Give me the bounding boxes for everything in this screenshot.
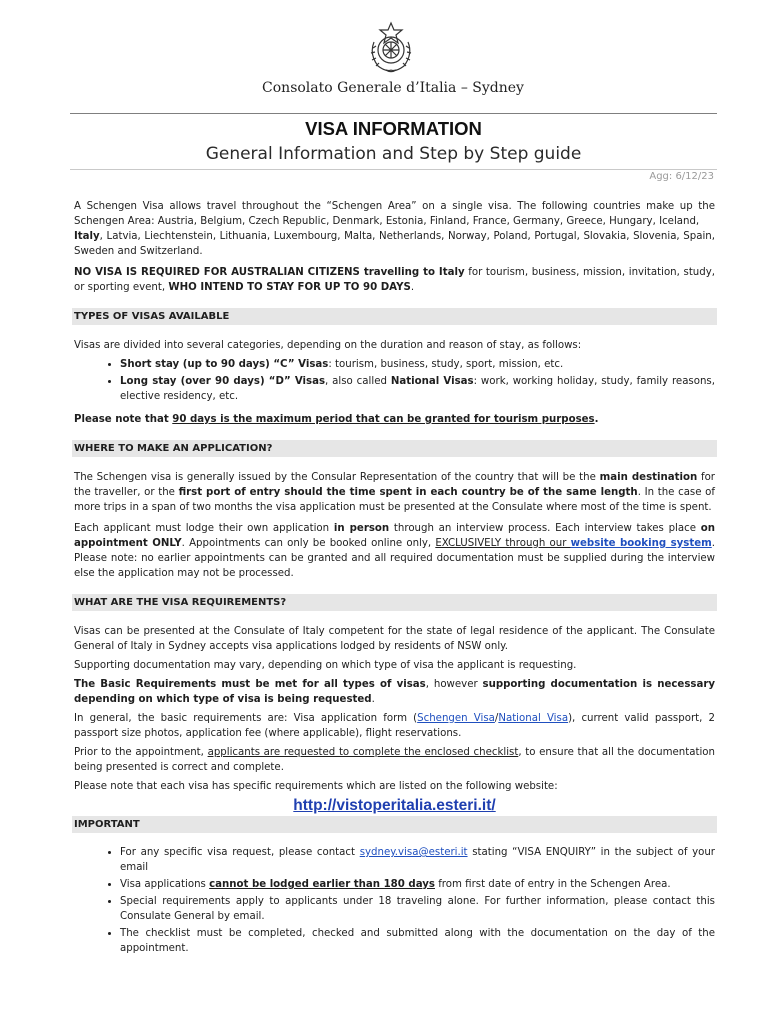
note-end: . bbox=[594, 414, 599, 425]
req-paragraph-5 bbox=[74, 745, 715, 775]
short-stay-text: : tourism, business, study, sport, mission, etc. bbox=[328, 359, 564, 370]
where-text: The Schengen visa is generally issued by the Consular Representation of the country that will be the bbox=[74, 472, 600, 483]
imp-text: stating “VISA ENQUIRY” in the subject of your email bbox=[120, 847, 715, 873]
req-text: , to ensure that all the documentation being presented is correct and complete. bbox=[74, 747, 715, 773]
italian-emblem-icon bbox=[366, 20, 416, 74]
tourism-note bbox=[74, 412, 715, 427]
req-text: / bbox=[494, 713, 499, 724]
intro-italy: Italy bbox=[74, 231, 100, 242]
title-box bbox=[70, 113, 717, 170]
req-paragraph-3 bbox=[74, 677, 715, 707]
where-text: . Appointments can only be booked online only, bbox=[181, 538, 436, 549]
long-stay-mid: , also called bbox=[325, 376, 391, 387]
req-text: In general, the basic requirements are: Visa application form ( bbox=[74, 713, 418, 724]
types-list bbox=[74, 357, 715, 404]
checklist-text: applicants are requested to complete the enclosed checklist bbox=[207, 747, 519, 758]
update-date: Agg: 6/12/23 bbox=[649, 171, 714, 182]
list-item: • Special requirements apply to applicants under 18 traveling alone. For further information, please contact this Consulate General by email. bbox=[120, 894, 715, 924]
page-subtitle: General Information and Step by Step guide bbox=[205, 144, 582, 164]
req-text: . bbox=[371, 694, 375, 705]
list-item bbox=[120, 845, 715, 875]
imp-text: For any specific visa request, please contact bbox=[120, 847, 360, 858]
in-person: in person bbox=[333, 523, 390, 534]
req-text: ), current valid passport, 2 passport size photos, application fee (where applicable), flight reservations. bbox=[74, 713, 716, 739]
note-bold: Please note that bbox=[74, 414, 173, 425]
first-port-entry: first port of entry should the time spent in each country be of the same length bbox=[178, 487, 638, 498]
imp-180-days: cannot be lodged earlier than 180 days bbox=[209, 879, 435, 890]
list-item bbox=[120, 877, 715, 892]
imp-text: from first date of entry in the Schengen Area. bbox=[434, 879, 671, 890]
no-visa-bold: NO VISA IS REQUIRED FOR AUSTRALIAN CITIZENS travelling to Italy bbox=[74, 267, 465, 278]
no-visa-end: . bbox=[410, 282, 415, 293]
where-text: for the traveller, or the bbox=[74, 472, 715, 498]
on-appointment: on appointment ONLY bbox=[74, 523, 715, 549]
list-item bbox=[120, 374, 715, 404]
section-heading-requirements: WHAT ARE THE VISA REQUIREMENTS? bbox=[72, 594, 717, 611]
section-heading-important: IMPORTANT bbox=[72, 816, 717, 833]
long-stay-text: : work, working holiday, study, family reasons, elective residency, etc. bbox=[120, 376, 715, 402]
intro-text: A Schengen Visa allows travel throughout the “Schengen Area” on a single visa. The following countries make up the Schengen Area: Austria, Belgium, Czech Republic, Denmark, Estonia, Finland, France, Germany, Greece, Hungary, Iceland, bbox=[74, 201, 715, 227]
document-body bbox=[74, 199, 715, 964]
section-heading-types: TYPES OF VISAS AVAILABLE bbox=[72, 308, 717, 325]
long-stay-label: Long stay (over 90 days) “D” Visas bbox=[120, 376, 326, 387]
no-visa-bold-2: WHO INTEND TO STAY FOR UP TO 90 DAYS bbox=[168, 282, 411, 293]
req-paragraph-6: Please note that each visa has specific requirements which are listed on the following website: bbox=[74, 781, 558, 792]
req-paragraph-2: Supporting documentation may vary, depending on which type of visa the applicant is requesting. bbox=[74, 660, 577, 671]
short-stay-label: Short stay (up to 90 days) “C” Visas bbox=[120, 359, 329, 370]
note-underlined: 90 days is the maximum period that can be granted for tourism purposes bbox=[172, 414, 595, 425]
req-paragraph-1: Visas can be presented at the Consulate of Italy competent for the state of legal residence of the applicant. The Consulate General of Italy in Sydney accepts visa applications lodged by residents of NSW only. bbox=[74, 626, 715, 652]
where-paragraph-2 bbox=[74, 521, 715, 581]
email-link[interactable]: sydney.visa@esteri.it bbox=[359, 847, 468, 858]
website-url bbox=[74, 798, 715, 815]
website-link[interactable]: http://vistoperitalia.esteri.it/ bbox=[293, 797, 496, 814]
where-text: . Please note: no earlier appointments can be granted and all required documentation must be supplied during the interview else the application may not be processed. bbox=[74, 538, 716, 579]
main-destination: main destination bbox=[599, 472, 698, 483]
important-list bbox=[74, 845, 715, 956]
national-visas-label: National Visas bbox=[390, 376, 474, 387]
schengen-visa-link[interactable]: Schengen Visa bbox=[417, 713, 495, 724]
intro-paragraph bbox=[74, 199, 715, 259]
page-title: VISA INFORMATION bbox=[305, 118, 482, 139]
list-item bbox=[120, 357, 715, 372]
imp-text: Visa applications bbox=[120, 879, 210, 890]
where-text: . In the case of more trips in a span of two months the visa application must be presented at the Consulate where most of the time is spent. bbox=[74, 487, 715, 513]
types-paragraph: Visas are divided into several categories, depending on the duration and reason of stay, as follows: bbox=[74, 340, 582, 351]
req-text: , however bbox=[425, 679, 483, 690]
where-text: through an interview process. Each interview takes place bbox=[389, 523, 701, 534]
booking-system-link[interactable]: website booking system bbox=[570, 538, 712, 549]
no-visa-text: for tourism, business, mission, invitation, study, or sporting event, bbox=[74, 267, 715, 293]
no-visa-paragraph bbox=[74, 265, 715, 295]
where-text: Each applicant must lodge their own application bbox=[74, 523, 334, 534]
list-item: • The checklist must be completed, checked and submitted along with the documentation on the day of the appointment. bbox=[120, 926, 715, 956]
national-visa-link[interactable]: National Visa bbox=[498, 713, 569, 724]
basic-requirements: The Basic Requirements must be met for all types of visas bbox=[74, 679, 426, 690]
section-heading-where: WHERE TO MAKE AN APPLICATION? bbox=[72, 440, 717, 457]
intro-text-end: , Latvia, Liechtenstein, Lithuania, Luxembourg, Malta, Netherlands, Norway, Poland, Portugal, Slovakia, Slovenia, Spain, Sweden and Switzerland. bbox=[74, 231, 715, 257]
consulate-name: Consolato Generale d’Italia – Sydney bbox=[262, 80, 524, 96]
req-text: Prior to the appointment, bbox=[74, 747, 208, 758]
req-paragraph-4 bbox=[74, 711, 715, 741]
where-paragraph-1 bbox=[74, 470, 715, 515]
supporting-docs: supporting documentation is necessary depending on which type of visa is being requested bbox=[74, 679, 715, 705]
exclusively-text: EXCLUSIVELY through our bbox=[435, 538, 571, 549]
